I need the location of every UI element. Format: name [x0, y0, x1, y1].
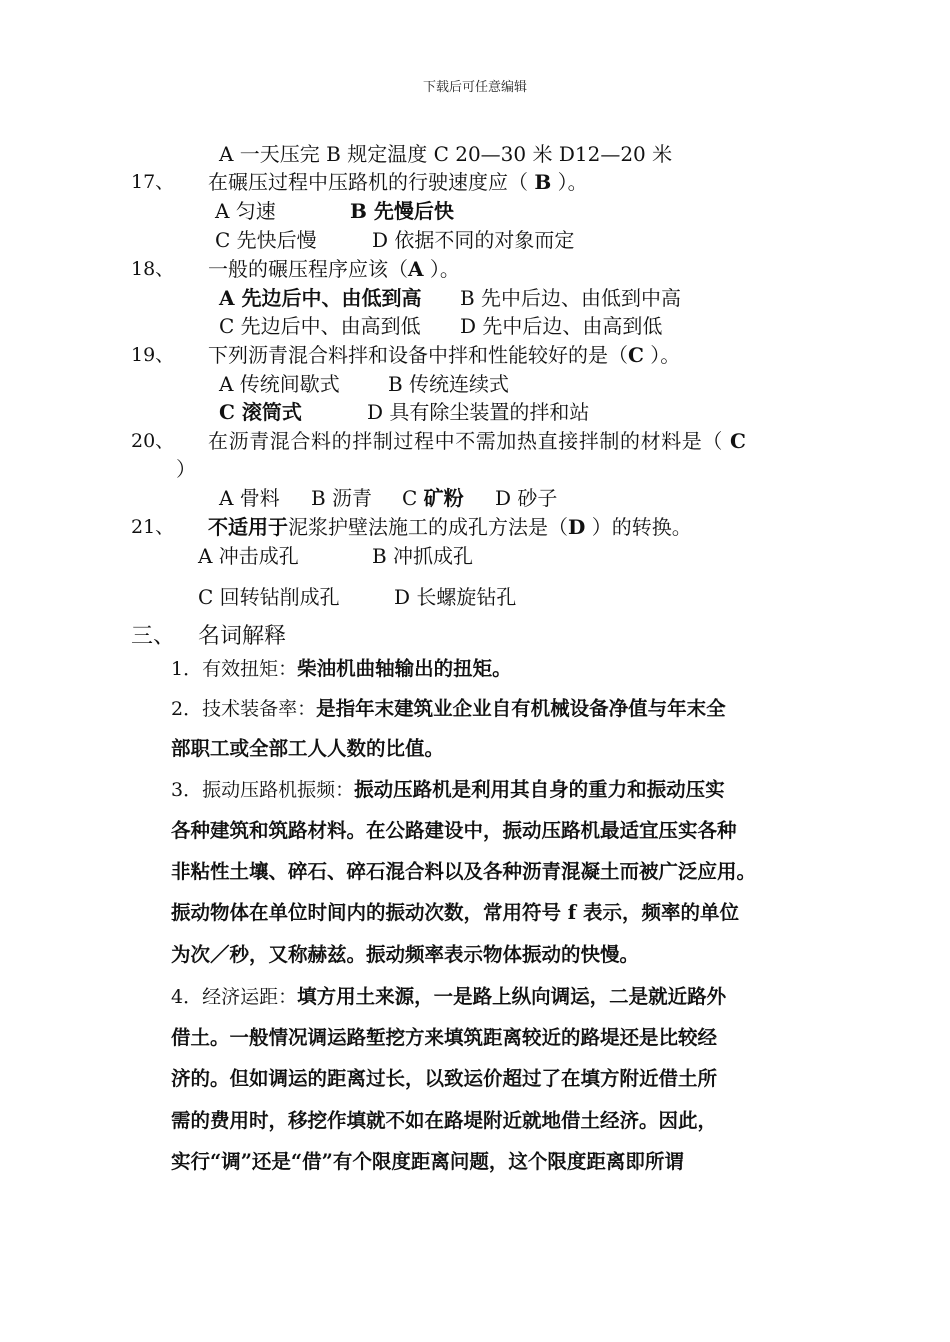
option-c: C 矿粉	[402, 486, 464, 510]
term-label: 1．有效扭矩：	[171, 658, 298, 680]
question-number: 18、	[131, 258, 175, 280]
option-b: B 传统连续式	[388, 372, 510, 396]
option-b: B 先中后边、由低到中高	[460, 286, 682, 310]
option-d: D 先中后边、由高到低	[460, 314, 663, 338]
option-c: C 先边后中、由高到低	[219, 314, 421, 338]
term-definition-line: 实行“调”还是“借”有个限度距离问题，这个限度距离即所谓	[171, 1150, 684, 1173]
term-3	[171, 776, 725, 803]
question-number: 20、	[131, 430, 175, 452]
section-number: 三、	[131, 624, 176, 649]
question-stem: 在沥青混合料的拌制过程中不需加热直接拌制的材料是（ C	[208, 429, 747, 453]
question-stem: 一般的碾压程序应该（A ）。	[208, 257, 460, 281]
question-number: 21、	[131, 516, 175, 538]
option-d: D 砂子	[495, 486, 558, 510]
option-c: C 先快后慢	[215, 228, 317, 252]
term-definition: 振动压路机是利用其自身的重力和振动压实	[354, 778, 725, 801]
option-d: D 依据不同的对象而定	[372, 228, 575, 252]
question-number: 19、	[131, 344, 175, 366]
question-stem: 不适用于泥浆护壁法施工的成孔方法是（D ）的转换。	[208, 515, 692, 539]
option-a: A 骨料	[219, 486, 280, 510]
page-header: 下载后可任意编辑	[422, 80, 527, 95]
answer-letter: D	[568, 515, 586, 539]
option-a: A 传统间歇式	[219, 372, 340, 396]
question-number: 17、	[131, 171, 175, 193]
option-b: B 沥青	[311, 486, 373, 510]
term-definition-line: 借土。一般情况调运路堑挖方来填筑距离较近的路堤还是比较经	[171, 1026, 718, 1049]
question-20-close: ）	[176, 457, 196, 481]
option-d: D 具有除尘装置的拌和站	[367, 400, 590, 424]
q16-options: A 一天压完 B 规定温度 C 20—30 米 D12—20 米	[219, 142, 673, 166]
option-a: A 匀速	[215, 199, 276, 223]
option-b: B 冲抓成孔	[372, 544, 474, 568]
term-definition: 柴油机曲轴输出的扭矩。	[297, 657, 512, 680]
answer-letter: B	[534, 170, 552, 194]
term-definition-line: 振动物体在单位时间内的振动次数，常用符号 f 表示，频率的单位	[171, 901, 739, 924]
term-definition-line: 为次／秒，又称赫兹。振动频率表示物体振动的快慢。	[171, 943, 640, 966]
term-definition-line: 非粘性土壤、碎石、碎石混合料以及各种沥青混凝土而被广泛应用。	[171, 860, 757, 883]
term-definition: 填方用土来源，一是路上纵向调运，二是就近路外	[297, 985, 727, 1008]
term-definition-line: 部职工或全部工人人数的比值。	[171, 737, 445, 760]
term-definition: 是指年末建筑业企业自有机械设备净值与年末全	[316, 697, 726, 720]
term-label: 3．振动压路机振频：	[171, 779, 355, 801]
option-c: C 回转钻削成孔	[198, 585, 340, 609]
question-stem: 在碾压过程中压路机的行驶速度应（ B ）。	[208, 170, 588, 194]
answer-letter: C	[628, 343, 644, 367]
question-stem: 下列沥青混合料拌和设备中拌和性能较好的是（C ）。	[208, 343, 681, 367]
option-d: D 长螺旋钻孔	[394, 585, 517, 609]
option-a: A 冲击成孔	[198, 544, 299, 568]
option-b: B 先慢后快	[350, 199, 454, 223]
term-definition-line: 各种建筑和筑路材料。在公路建设中，振动压路机最适宜压实各种	[171, 819, 737, 842]
term-4	[171, 983, 726, 1010]
answer-letter: C	[729, 429, 747, 453]
section-title: 名词解释	[198, 624, 287, 649]
term-label: 2．技术装备率：	[171, 698, 317, 720]
term-1	[171, 655, 512, 682]
term-2	[171, 695, 726, 722]
answer-letter: A	[408, 257, 424, 281]
term-label: 4．经济运距：	[171, 986, 298, 1008]
option-a: A 先边后中、由低到高	[219, 286, 422, 310]
option-c: C 滚筒式	[219, 400, 302, 424]
term-definition-line: 济的。但如调运的距离过长，以致运价超过了在填方附近借土所	[171, 1067, 718, 1090]
term-definition-line: 需的费用时，移挖作填就不如在路堤附近就地借土经济。因此，	[171, 1109, 718, 1132]
